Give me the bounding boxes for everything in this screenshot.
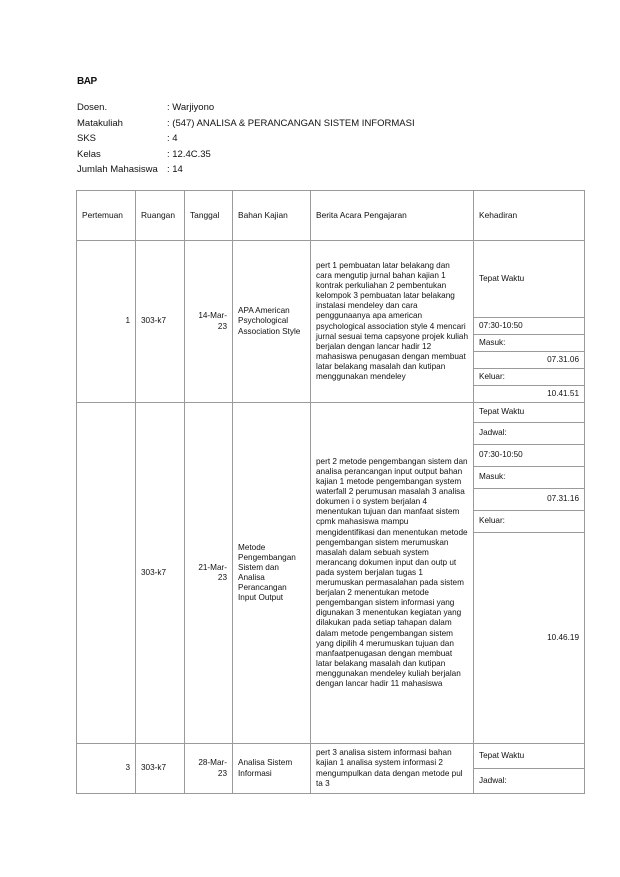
- kehadiran-keluar-label: Keluar:: [474, 511, 585, 533]
- kehadiran-masuk-label: Masuk:: [474, 335, 585, 352]
- header-ruangan: Ruangan: [136, 191, 185, 241]
- document-title: BAP: [77, 76, 97, 87]
- header-berita-acara: Berita Acara Pengajaran: [311, 191, 474, 241]
- cell-berita-acara: pert 3 analisa sistem informasi bahan kajian 1 analisa system informasi 2 mengumpulkan data dengan metode pul ta 3: [311, 744, 474, 794]
- cell-bahan-kajian: APA American Psychological Association Style: [233, 241, 311, 403]
- kehadiran-jadwal-waktu: 07:30-10:50: [474, 318, 585, 335]
- header-pertemuan: Pertemuan: [77, 191, 136, 241]
- cell-bahan-kajian: Metode Pengembangan Sistem dan Analisa Perancangan Input Output: [233, 403, 311, 744]
- info-matakuliah: [77, 116, 415, 132]
- kehadiran-keluar-value: 10.41.51: [474, 386, 585, 403]
- info-value: : (547) ANALISA & PERANCANGAN SISTEM INFORMASI: [167, 117, 415, 129]
- info-value: : Warjiyono: [167, 102, 215, 113]
- info-label: Dosen.: [77, 102, 108, 113]
- header-kehadiran: Kehadiran: [474, 191, 585, 241]
- kehadiran-keluar-label: Keluar:: [474, 369, 585, 386]
- info-dosen: [77, 100, 415, 116]
- cell-berita-acara: pert 1 pembuatan latar belakang dan cara mengutip jurnal bahan kajian 1 kontrak perkuliahan 2 pembentukan kelompok 3 pembuatan latar belakang instalasi mendeley dan cara penggunaanya apa american psychological association style 4 mencari jurnal sesuai tema capsyone projek kuliah berjalan dengan lancar hadir 12 mahasiswa penugasan dengan membuat latar belakang masalah dan kutipan menggunakan mendeley: [311, 241, 474, 403]
- info-value: : 14: [167, 164, 183, 175]
- info-label: SKS: [77, 133, 97, 144]
- header-tanggal: Tanggal: [185, 191, 233, 241]
- kehadiran-masuk-label: Masuk:: [474, 467, 585, 489]
- document-info: [77, 100, 415, 178]
- kehadiran-status: Tepat Waktu: [474, 403, 585, 423]
- kehadiran-jadwal-label: Jadwal:: [474, 769, 585, 794]
- cell-pertemuan: 1: [77, 241, 136, 403]
- table-row: [77, 744, 585, 769]
- cell-tanggal: 21-Mar-23: [185, 403, 233, 744]
- cell-bahan-kajian: Analisa Sistem Informasi: [233, 744, 311, 794]
- cell-pertemuan: 3: [77, 744, 136, 794]
- cell-berita-acara: pert 2 metode pengembangan sistem dan analisa perancangan input output bahan kajian 1 metode pengembangan system waterfall 2 perumusan masalah 3 analisa dokumen i o system berjalan 4 menentukan tujuan dan manfaat sistem cpmk mahasiswa mampu mengidentifikasi dan menentukan metode pengembangan sistem merumuskan masalah dalam sebuah system merancang dokumen input dan outp ut pada system berjalan tugas 1 merumuskan permasalahan pada sistem berjalan 2 menentukan metode pengembangan sistem informasi yang digunakan 3 menentukan kegiatan yang dilakukan pada setiap tahapan dalam dalam metode pengembangan sistem yang dipilih 4 merumuskan tujuan dan manfaatpenugasan dengan membuat latar belakang masalah dan kutipan menggunakan mendeley kuliah berjalan dengan lancar hadir 11 mahasiswa: [311, 403, 474, 744]
- cell-tanggal: 14-Mar-23: [185, 241, 233, 403]
- kehadiran-status: Tepat Waktu: [474, 744, 585, 769]
- kehadiran-masuk-value: 07.31.06: [474, 352, 585, 369]
- info-kelas: [77, 147, 415, 163]
- info-sks: [77, 131, 415, 147]
- cell-tanggal: 28-Mar-23: [185, 744, 233, 794]
- kehadiran-masuk-value: 07.31.16: [474, 489, 585, 511]
- info-label: Jumlah Mahasiswa: [77, 164, 158, 175]
- info-label: Kelas: [77, 148, 101, 160]
- kehadiran-jadwal-waktu: 07:30-10:50: [474, 445, 585, 467]
- table-row: [77, 403, 585, 423]
- kehadiran-keluar-value: 10.46.19: [474, 533, 585, 744]
- table-row: [77, 241, 585, 318]
- info-label: Matakuliah: [77, 117, 123, 129]
- cell-ruangan: 303-k7: [136, 744, 185, 794]
- table-header-row: [77, 191, 585, 241]
- kehadiran-status: Tepat Waktu: [474, 241, 585, 318]
- cell-ruangan: 303-k7: [136, 403, 185, 744]
- info-value: : 12.4C.35: [167, 148, 211, 160]
- kehadiran-jadwal-label: Jadwal:: [474, 423, 585, 445]
- header-bahan-kajian: Bahan Kajian: [233, 191, 311, 241]
- info-value: : 4: [167, 133, 178, 144]
- bap-table: [76, 190, 585, 794]
- cell-ruangan: 303-k7: [136, 241, 185, 403]
- info-jumlah-mahasiswa: [77, 162, 415, 178]
- cell-pertemuan: [77, 403, 136, 744]
